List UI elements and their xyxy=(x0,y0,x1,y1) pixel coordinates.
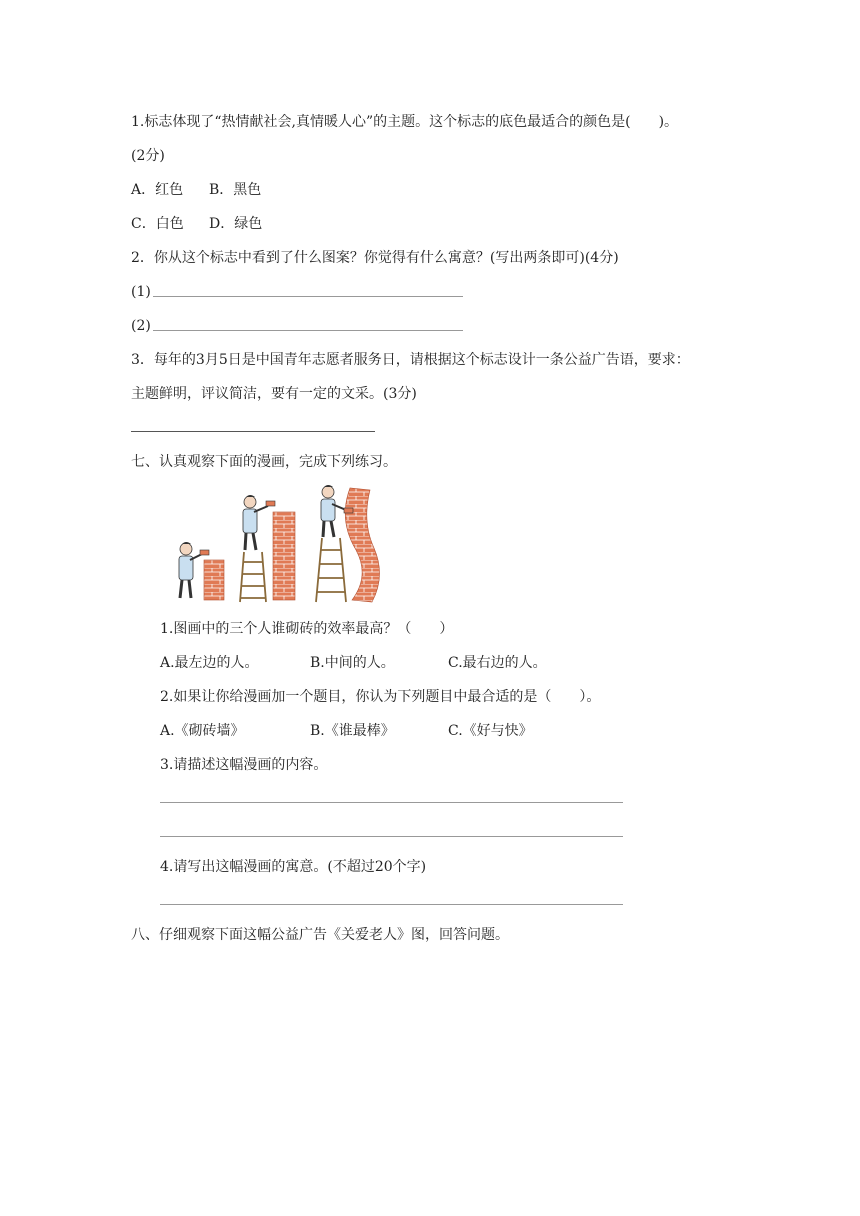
s7-q4-text: 4.请写出这幅漫画的寓意。(不超过20个字) xyxy=(160,859,427,875)
q1-option-b: B．黑色 xyxy=(209,182,262,198)
right-ladder xyxy=(316,538,346,602)
q3-text-line2: 主题鲜明，评议简洁，要有一定的文采。(3分) xyxy=(131,386,417,402)
s7-q3-text: 3.请描述这幅漫画的内容。 xyxy=(160,757,328,773)
q1-option-c: C．白色 xyxy=(131,216,184,232)
s7-q1-option-b: B.中间的人。 xyxy=(310,655,395,671)
q1-option-d: D．绿色 xyxy=(209,216,263,232)
s7-q4-answer-line[interactable] xyxy=(160,904,623,905)
s7-q1-text: 1.图画中的三个人谁砌砖的效率最高？（ ） xyxy=(160,621,454,637)
q1-score: (2分) xyxy=(131,148,165,164)
s7-q2-option-c: C.《好与快》 xyxy=(448,723,533,739)
q2-answer-1-line[interactable] xyxy=(153,296,463,297)
right-crooked-wall xyxy=(345,488,379,602)
q2-answer-2-label: (2) xyxy=(131,318,151,334)
s7-q2-text: 2.如果让你给漫画加一个题目，你认为下列题目中最合适的是（ ）。 xyxy=(160,689,601,705)
bricklaying-cartoon xyxy=(160,480,400,610)
middle-ladder xyxy=(240,552,266,602)
middle-brick-wall xyxy=(273,512,295,600)
left-brick-wall xyxy=(204,560,224,600)
s7-q3-answer-line-2[interactable] xyxy=(160,836,623,837)
q2-answer-1-label: (1) xyxy=(131,284,151,300)
s7-q2-option-b: B.《谁最棒》 xyxy=(310,723,395,739)
q2-text: 2．你从这个标志中看到了什么图案？你觉得有什么寓意？(写出两条即可)(4分) xyxy=(131,250,619,266)
q1-text: 1.标志体现了“热情献社会,真情暖人心”的主题。这个标志的底色最适合的颜色是( )。 xyxy=(131,114,679,130)
section7-heading: 七、认真观察下面的漫画，完成下列练习。 xyxy=(131,454,397,470)
q3-answer-line[interactable] xyxy=(131,431,375,432)
q2-answer-2-line[interactable] xyxy=(153,330,463,331)
s7-q1-option-c: C.最右边的人。 xyxy=(448,655,547,671)
s7-q3-answer-line-1[interactable] xyxy=(160,802,623,803)
s7-q2-option-a: A.《砌砖墙》 xyxy=(160,723,245,739)
q3-text-line1: 3．每年的3月5日是中国青年志愿者服务日，请根据这个标志设计一条公益广告语，要求： xyxy=(131,352,690,368)
section8-heading: 八、仔细观察下面这幅公益广告《关爱老人》图，回答问题。 xyxy=(131,927,509,943)
middle-worker xyxy=(243,495,275,550)
q1-option-a: A．红色 xyxy=(131,182,184,198)
s7-q1-option-a: A.最左边的人。 xyxy=(160,655,259,671)
